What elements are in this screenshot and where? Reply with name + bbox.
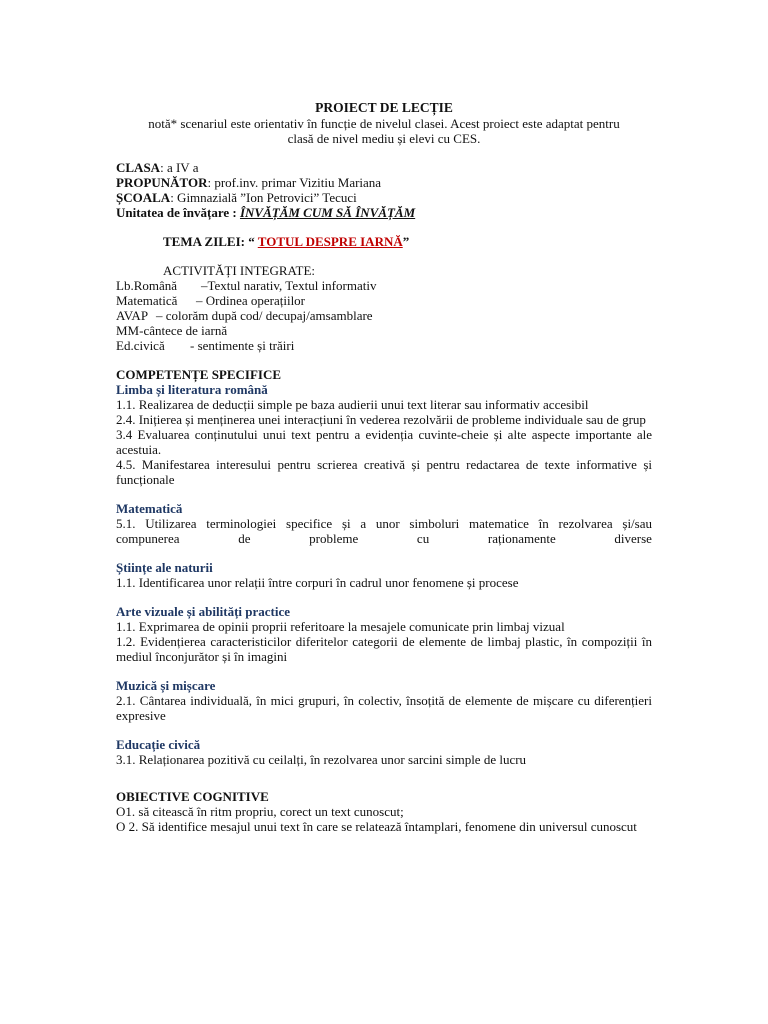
competente-heading: COMPETENȚE SPECIFICE [116,367,282,382]
tema-line: TEMA ZILEI: “ TOTUL DESPRE IARNĂ” [163,234,410,249]
activitate-item: AVAP – colorăm după cod/ decupaj/amsamblare [116,308,373,323]
competenta-item: 1.1. Realizarea de deducții simple pe baza audierii unui text literar sau informativ accesibil [116,397,589,412]
unitatea-line: Unitatea de învățare : ÎNVĂȚĂM CUM SĂ ÎNVĂȚĂM [116,205,416,220]
competenta-item: 4.5. Manifestarea interesului pentru scrierea creativă și pentru redactarea de texte informative și funcționale [116,457,652,487]
competenta-item: 1.1. Identificarea unor relații între corpuri în cadrul unor fenomene și procese [116,575,519,590]
activitate-item: Matematică – Ordinea operațiilor [116,293,306,308]
note-line-1: notă* scenariul este orientativ în funcție de nivelul clasei. Acest proiect este adaptat pentru [148,116,620,131]
competenta-item: 2.1. Cântarea individuală, în mici grupuri, în colectiv, însoțită de elemente de mișcare cu diferențieri expresive [116,693,652,723]
matematica-subheading: Matematică [116,501,183,516]
activitate-item: Ed.civică - sentimente și trăiri [116,338,295,353]
arte-subheading: Arte vizuale și abilități practice [116,604,291,619]
document-page [116,100,652,834]
competenta-item: 3.1. Relaționarea pozitivă cu ceilalți, în rezolvarea unor sarcini simple de lucru [116,752,527,767]
competenta-item-continued: compunerea de probleme cu raționamente diverse [116,531,652,546]
competenta-item: 1.1. Exprimarea de opinii proprii referitoare la mesajele comunicate prin limbaj vizual [116,619,565,634]
clasa-line: CLASA: a IV a [116,160,199,175]
note-line-2: clasă de nivel mediu și elevi cu CES. [287,131,481,146]
activitate-item: MM-cântece de iarnă [116,323,228,338]
competenta-item: 5.1. Utilizarea terminologiei specifice și a unor simboluri matematice în rezolvarea și/sau [116,516,652,531]
competenta-item: 2.4. Inițierea și menținerea unei interacțiuni în vederea rezolvării de probleme individuale sau de grup [116,412,646,427]
civica-subheading: Educație civică [116,737,201,752]
stiinte-subheading: Științe ale naturii [116,560,213,575]
romana-subheading: Limba și literatura română [116,382,268,397]
obiectiv-item: O 2. Să identifice mesajul unui text în care se relatează întamplari, fenomene din universul cunoscut [116,819,637,834]
competenta-item: 3.4 Evaluarea conținutului unui text pentru a evidenția cuvinte-cheie și alte aspecte importante ale acestuia. [116,427,652,457]
muzica-subheading: Muzică și mișcare [116,678,216,693]
activitati-heading: ACTIVITĂȚI INTEGRATE: [163,263,315,278]
competenta-item: 1.2. Evidențierea caracteristicilor diferitelor categorii de elemente de limbaj plastic, în compoziții în mediul înconjurător și în imagini [116,634,652,664]
scoala-line: ȘCOALA: Gimnazială ”Ion Petrovici” Tecuci [116,190,357,205]
obiective-heading: OBIECTIVE COGNITIVE [116,789,269,804]
page-title: PROIECT DE LECȚIE [315,100,453,115]
propunator-line: PROPUNĂTOR: prof.inv. primar Vizitiu Mariana [116,175,382,190]
obiectiv-item: O1. să citească în ritm propriu, corect un text cunoscut; [116,804,404,819]
activitate-item: Lb.Română –Textul narativ, Textul informativ [116,278,377,293]
